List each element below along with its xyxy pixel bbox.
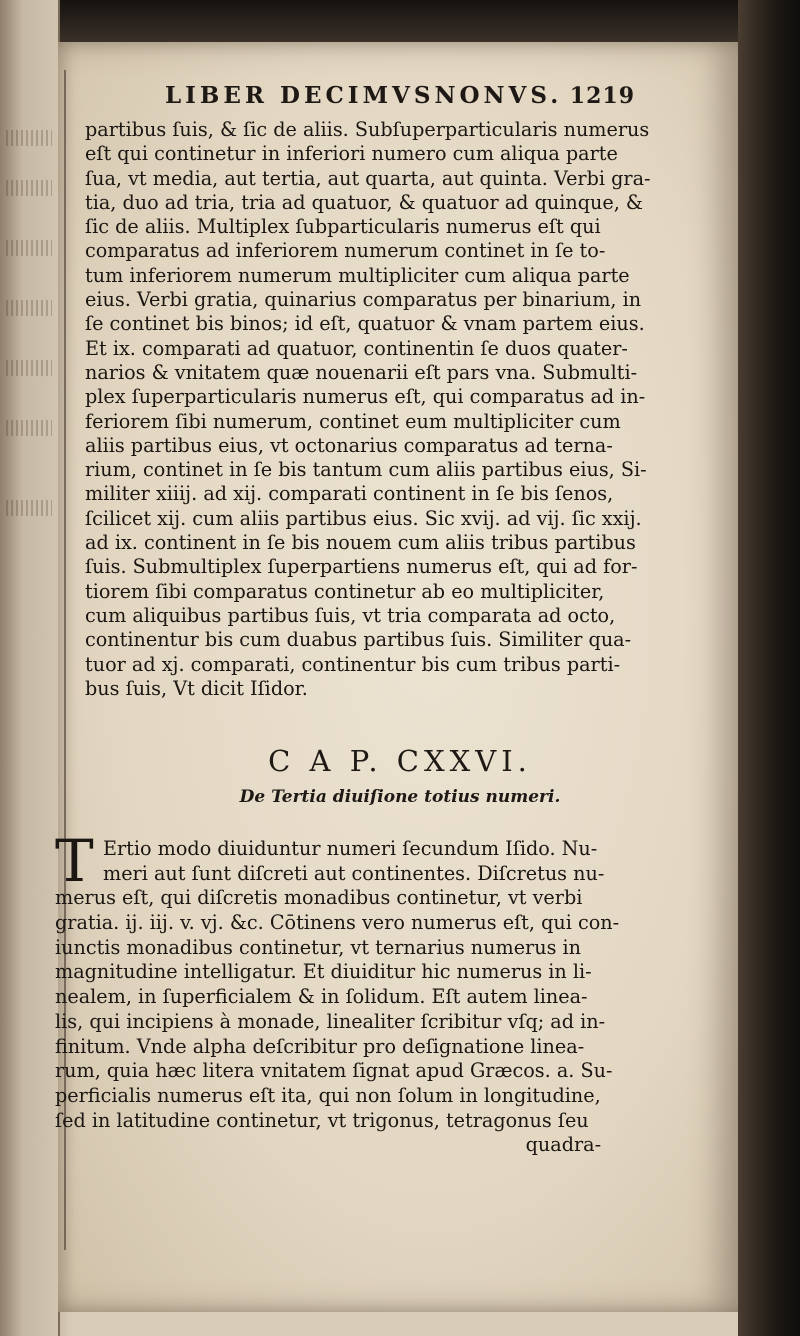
text-line: narios & vnitatem quæ nouenarii eſt pars vna. Submulti- xyxy=(85,360,638,384)
edge-mark xyxy=(6,420,52,436)
text-line xyxy=(55,837,619,862)
edge-mark xyxy=(6,300,52,316)
text-line: iunctis monadibus continetur, vt ternarius numerus in xyxy=(55,935,582,959)
top-margin-shadow xyxy=(58,0,800,42)
edge-mark xyxy=(6,360,52,376)
text-line: gratia. ij. iij. v. vj. &c. Cōtinens vero numerus eſt, qui con- xyxy=(55,911,620,935)
right-page-shadow xyxy=(738,0,800,1336)
text-line: rium, continet in ſe bis tantum cum aliis partibus eius, Si- xyxy=(85,458,647,482)
text-line: magnitudine intelligatur. Et diuiditur hic numerus in li- xyxy=(55,960,592,984)
text-line: ſcilicet xij. cum aliis partibus eius. Sic xvij. ad vij. ſic xxij. xyxy=(85,506,642,530)
edge-mark xyxy=(6,240,52,256)
text-line: rum, quia hæc litera vnitatem ſignat apud Græcos. a. Su- xyxy=(55,1059,613,1083)
text-line: nealem, in ſuperficialem & in ſolidum. Eſt autem linea- xyxy=(55,985,588,1009)
text-line: perficialis numerus eſt ita, qui non ſolum in longitudine, xyxy=(55,1083,601,1107)
text-line: eius. Verbi gratia, quinarius comparatus per binarium, in xyxy=(85,288,642,312)
text-line: aliis partibus eius, vt octonarius comparatus ad terna- xyxy=(85,433,613,457)
edge-mark xyxy=(6,130,52,146)
text-line: partibus ſuis, & ſic de aliis. Subſuperparticularis numerus xyxy=(85,118,650,141)
text-line: comparatus ad inferiorem numerum continet in ſe to- xyxy=(85,239,606,263)
text-line xyxy=(55,862,619,887)
text-block-lower xyxy=(55,827,620,1158)
text-line-content: meri aut ſunt diſcreti aut continentes. Diſcretus nu- xyxy=(103,861,605,885)
previous-page-edge xyxy=(0,0,60,1336)
edge-mark xyxy=(6,500,52,516)
text-line: ſe continet bis binos; id eſt, quatuor & vnam partem eius. xyxy=(85,312,645,336)
text-line: continentur bis cum duabus partibus ſuis. Similiter qua- xyxy=(85,628,632,652)
text-block-upper xyxy=(85,118,651,701)
text-line: tiorem ſibi comparatus continetur ab eo multipliciter, xyxy=(85,579,605,603)
running-title: LIBER DECIMVSNONVS. xyxy=(165,82,563,109)
text-line: merus eſt, qui diſcretis monadibus continetur, vt verbi xyxy=(55,886,583,910)
chapter-subtitle: De Tertia diuiſione totius numeri. xyxy=(239,787,561,807)
text-line: ad ix. continent in ſe bis nouem cum aliis tribus partibus xyxy=(85,531,636,555)
text-line: finitum. Vnde alpha deſcribitur pro deſignatione linea- xyxy=(55,1034,585,1058)
text-line: Et ix. comparati ad quatuor, continentin ſe duos quater- xyxy=(85,336,628,360)
text-line: ſed in latitudine continetur, vt trigonus, tetragonus ſeu xyxy=(55,1108,589,1132)
running-head xyxy=(165,82,635,109)
chapter-heading: C A P. CXXVI. xyxy=(268,744,532,778)
text-line: bus ſuis, Vt dicit Iſidor. xyxy=(85,676,308,700)
text-line: lis, qui incipiens à monade, linealiter ſcribitur vſq; ad in- xyxy=(55,1009,606,1033)
text-line: cum aliquibus partibus ſuis, vt tria comparata ad octo, xyxy=(85,603,616,627)
text-line: ſuis. Submultiplex ſuperpartiens numerus eſt, qui ad for- xyxy=(85,555,638,579)
text-line-content: Ertio modo diuiduntur numeri ſecundum Iſido. Nu- xyxy=(103,837,598,860)
text-line: feriorem ſibi numerum, continet eum multipliciter cum xyxy=(85,409,621,433)
folio-number: 1219 xyxy=(569,83,635,109)
drop-capital: T xyxy=(55,827,94,895)
edge-mark xyxy=(6,180,52,196)
text-line: militer xiiij. ad xij. comparati continent in ſe bis ſenos, xyxy=(85,482,614,506)
text-line: ſua, vt media, aut tertia, aut quarta, aut quinta. Verbi gra- xyxy=(85,166,651,190)
text-line: tuor ad xj. comparati, continentur bis cum tribus parti- xyxy=(85,652,621,676)
catchword: quadra- xyxy=(525,1133,602,1157)
text-line: ſic de aliis. Multiplex ſubparticularis numerus eſt qui xyxy=(85,215,601,239)
text-line: eſt qui continetur in inferiori numero cum aliqua parte xyxy=(85,142,618,166)
text-line: plex ſuperparticularis numerus eſt, qui comparatus ad in- xyxy=(85,385,646,409)
text-line: tum inferiorem numerum multipliciter cum aliqua parte xyxy=(85,263,630,287)
text-line: tia, duo ad tria, tria ad quatuor, & quatuor ad quinque, & xyxy=(85,190,643,214)
